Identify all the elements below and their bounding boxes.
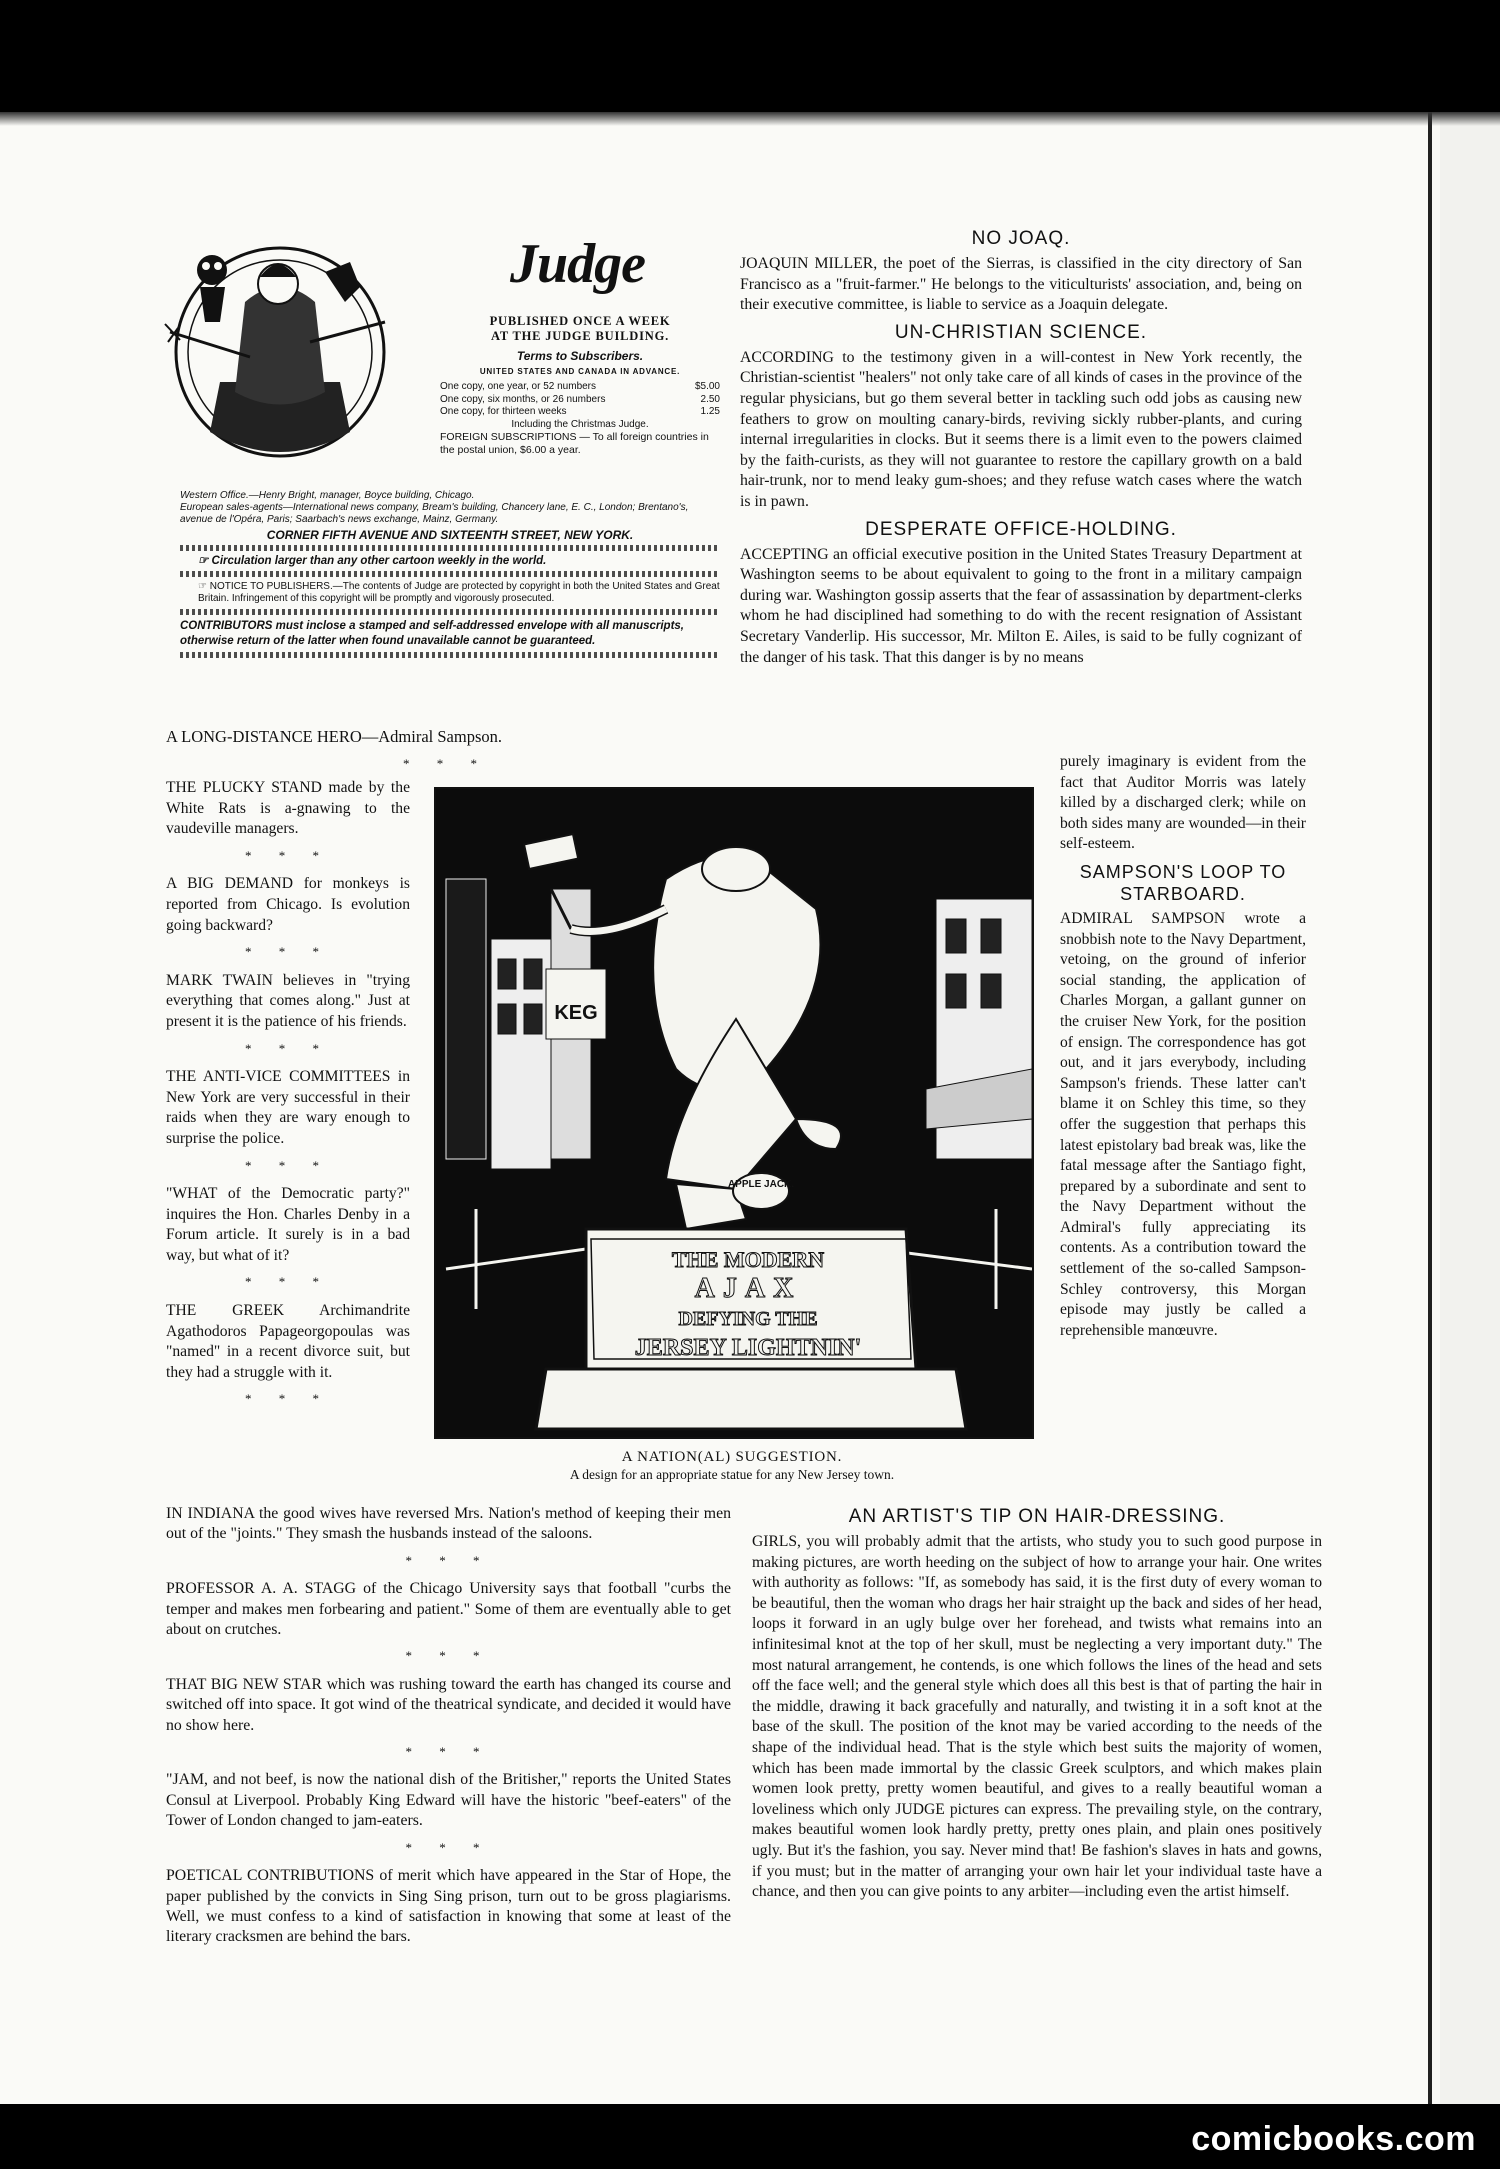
left-column: [166, 778, 410, 1418]
paragraph-stagg: PROFESSOR A. A. STAGG of the Chicago University says that football "curbs the temper and makes men forbearing and patient." Some of them are eventually able to get about on crutches.: [166, 1580, 731, 1639]
published-line: PUBLISHED ONCE A WEEK: [489, 314, 671, 328]
pedestal-line-1: THE MODERN: [671, 1247, 825, 1272]
paragraph-jam: "JAM, and not beef, is now the national dish of the Britisher," reports the United States Consul at Liverpool. Probably King Edward will have the historic "beef-eaters" of the Tower of London changed to jam-eaters.: [166, 1771, 731, 1830]
pointing-hand-icon: ☞: [198, 581, 210, 592]
stars-divider: * * *: [403, 755, 489, 771]
rate-row: One copy, for thirteen weeks 1.25: [440, 406, 720, 417]
western-office: Western Office.—Henry Bright, manager, Boyce building, Chicago.: [180, 490, 475, 501]
article-body-continued: purely imaginary is evident from the fact that Auditor Morris was lately killed by a discharged clerk; while on both sides many are wounded—in their self-esteem.: [1060, 753, 1306, 853]
paragraph-indiana: IN INDIANA the good wives have reversed Mrs. Nation's method of keeping their men out of the "joints." They smash the husbands instead of the saloons.: [166, 1505, 731, 1543]
european-agents: European sales-agents—International news company, Bream's building, Chancery lane, E. C., London; Brentano's, avenue de l'Opéra, Paris; Saarbach's news exchange, Mainz, Germany.: [180, 502, 689, 525]
judge-illustration: [150, 232, 410, 462]
hero-line-block: [166, 727, 726, 783]
stars-divider: * * *: [245, 1274, 331, 1290]
pointing-hand-icon: ☞: [198, 555, 212, 567]
masthead: [150, 232, 720, 712]
paragraph-white-rats: THE PLUCKY STAND made by the White Rats is a-gnawing to the vaudeville managers.: [166, 779, 410, 838]
paragraph-mark-twain: MARK TWAIN believes in "trying everything that comes along." Just at present it is the patience of his friends.: [166, 971, 410, 1030]
pedestal-line-2: AJAX: [694, 1273, 802, 1304]
paragraph-anti-vice: THE ANTI-VICE COMMITTEES in New York are very successful in their raids when they are wary enough to surprise the police.: [166, 1068, 410, 1147]
pedestal-line-3: DEFYING THE: [678, 1308, 818, 1330]
street-buildings-right: [926, 899, 1032, 1159]
masthead-notices: [180, 490, 720, 662]
terms-heading: Terms to Subscribers.: [516, 349, 644, 363]
stars-divider: * * *: [405, 1839, 492, 1855]
cartoon-caption: A NATION(AL) SUGGESTION.: [621, 1449, 843, 1465]
subscription-box: [440, 314, 720, 456]
article-title: NO JOAQ.: [971, 228, 1071, 249]
rate-row: One copy, six months, or 26 numbers 2.50: [440, 393, 720, 405]
judge-logo: Judge: [510, 233, 645, 295]
paragraph-democratic-party: "WHAT of the Democratic party?" inquires the Hon. Charles Denby in a Forum article. It surely is in a bad way, but what of it?: [166, 1185, 410, 1264]
paragraph-monkeys: A BIG DEMAND for monkeys is reported from Chicago. Is evolution going backward?: [166, 875, 410, 934]
page-edge: [1440, 112, 1500, 2104]
jug-label: APPLE JACK.: [727, 1179, 795, 1190]
stars-divider: * * *: [245, 847, 331, 863]
article-body: ADMIRAL SAMPSON wrote a snobbish note to the Navy Department, vetoing, on the ground of inferior social standing, the application of Charles Morgan, a gallant gunner on the cruiser New York, for the position of ensign. The correspondence has got out, and it jars everybody, including Sampson's friends. These latter can't blame it on Schley this time, so they offer the suggestion that perhaps this latest epistolary bad break was, like the fatal message after the Santiago fight, prepared by a subordinate and sent to the Navy Department without the Admiral's fully appreciating its contents. As a contribution toward the settlement of the so-called Sampson-Schley controversy, this Morgan episode may justly be called a reprehensible manœuvre.: [1060, 909, 1306, 1339]
page-gutter-line: [1428, 112, 1432, 2104]
building-line: AT THE JUDGE BUILDING.: [490, 329, 670, 343]
stars-divider: * * *: [405, 1648, 492, 1664]
article-body: ACCEPTING an official executive position in the United States Treasury Department at Washington seems to be about equivalent to going to the front in a military campaign during war. Washington gossip asserts that the fear of assassination by department-clerks whom he had disciplined had something to do with the recent resignation of Assistant Secretary Vanderlip. His successor, Mr. Milton E. Ailes, is said to be fully cognizant of the danger of his task. That this danger is by no means: [740, 545, 1302, 666]
contributors-notice: CONTRIBUTORS must inclose a stamped and self-addressed envelope with all manuscripts, otherwise return of the latter when found unavailable cannot be guaranteed.: [180, 620, 684, 647]
paragraph-new-star: THAT BIG NEW STAR which was rushing toward the earth has changed its course and switched off into space. It got wind of the theatrical syndicate, and decided it would have no show here.: [166, 1675, 731, 1734]
publishers-notice: ☞ NOTICE TO PUBLISHERS.—The contents of Judge are protected by copyright in both the United States and Great Britain. Infringement of this copyright will be promptly and vigorously prosecuted.: [198, 581, 720, 604]
article-title: DESPERATE OFFICE-HOLDING.: [865, 518, 1177, 540]
stars-divider: * * *: [405, 1552, 492, 1568]
cartoon-illustration: [434, 787, 1034, 1439]
pedestal-line-4: JERSEY LIGHTNIN': [634, 1335, 862, 1361]
divider: [180, 609, 720, 615]
right-lower-column: [752, 1502, 1322, 1909]
christmas-line: Including the Christmas Judge.: [511, 418, 649, 430]
article-body: ACCORDING to the testimony given in a will-contest in New York recently, the Christian-scientist "healers" not only take care of all kinds of cases in the province of the regular physicians, but go them several better in tackling such odd jobs as causing new feathers to grow on moulting canary-birds, reviving sickly rubber-plants, and curing internal irregularities in clocks. But it seems there is a limit even to the powers claimed by the faith-curists, as they will not guarantee to restore the capillary growth on a bald hair-trunk, nor to mend leaky gum-shoes; and they refuse watch cases where the watch is in pawn.: [740, 348, 1302, 510]
foreign-subscriptions: FOREIGN SUBSCRIPTIONS — To all foreign countries in the postal union, $6.00 a year.: [440, 431, 709, 456]
circulation-line: ☞ Circulation larger than any other cartoon weekly in the world.: [198, 555, 547, 567]
divider: [180, 571, 720, 577]
cartoon-subcaption: A design for an appropriate statue for any New Jersey town.: [569, 1467, 895, 1482]
article-body: JOAQUIN MILLER, the poet of the Sierras, is classified in the city directory of San Francisco as a "fruit-farmer." He belongs to the viticulturists' association, and, being on their executive committee, is liable to service as a Joaquin delegate.: [740, 255, 1302, 314]
right-upper-column: [740, 224, 1302, 674]
right-narrow-column: [1060, 752, 1306, 1347]
article-title: AN ARTIST'S TIP ON HAIR-DRESSING.: [848, 1506, 1226, 1527]
stars-divider: * * *: [245, 1391, 331, 1407]
article-body: GIRLS, you will probably admit that the artists, who study you to such good purpose in making pictures, are worth heeding on the subject of how to arrange your hair. One writes with authority as follows: "If, as somebody has said, it is the first duty of every woman to be beautiful, then the woman who drags her hair straight up the back and sides of her head, loops it forward in an ugly bulge over her forehead, and twists what remains into an infinitesimal knot at the top of her skull, must be neglecting a very important duty." The most natural arrangement, he contends, is one which follows the lines of the head and sets off the face well; and the general style which does all this best is that of parting the hair in the middle, drawing it back gracefully and naturally, and twisting it in a soft knot at the base of the skull. The position of the knot may be varied according to the needs of the shape of the individual head. That is the style which best suits the majority of women, which has been made immortal by the classic Greek sculptors, and which makes plain women look pretty, pretty women beautiful, and gives to a really beautiful woman a loveliness which only JUDGE pictures can express. The prevailing style, on the contrary, makes beautiful women look hardly pretty, pretty ones plain, and plain ones positively ugly. But it's the fashion, you say. Never mind that! Be fashion's slaves in hats and gowns, if you must; but in the matter of arranging your own hair let your individual taste have a chance, and then you can give points to any arbiter—including even the artist himself.: [752, 1533, 1322, 1901]
rate-row: One copy, one year, or 52 numbers $5.00: [440, 381, 720, 392]
page-top-shadow: [0, 112, 1500, 126]
left-lower-column: [166, 1504, 731, 1954]
stars-divider: * * *: [245, 944, 331, 960]
address-line: CORNER FIFTH AVENUE AND SIXTEENTH STREET, NEW YORK.: [266, 528, 634, 542]
watermark: comicbooks.com: [1191, 2120, 1476, 2158]
advance-line: UNITED STATES AND CANADA IN ADVANCE.: [479, 366, 681, 376]
cartoon-caption-block: [434, 1448, 1030, 1484]
keg-sign-text: KEG: [554, 1002, 598, 1024]
stars-divider: * * *: [245, 1040, 331, 1056]
article-title: UN-CHRISTIAN SCIENCE.: [894, 321, 1148, 343]
stars-divider: * * *: [405, 1744, 492, 1760]
article-title: SAMPSON'S LOOP TO STARBOARD.: [1079, 861, 1287, 904]
paragraph-archimandrite: THE GREEK Archimandrite Agathodoros Papageorgopoulas was "named" in a recent divorce suit, but they had a struggle with it.: [166, 1302, 410, 1381]
stars-divider: * * *: [245, 1157, 331, 1173]
paragraph-poetical: POETICAL CONTRIBUTIONS of merit which have appeared in the Star of Hope, the paper published by the convicts in Sing Sing prison, turn out to be gross plagiarisms. Well, we must confess to a kind of satisfaction in knowing that some at least of the literary cracksmen are behind the bars.: [166, 1867, 731, 1946]
divider: [180, 545, 720, 551]
divider: [180, 652, 720, 658]
hero-line: A LONG-DISTANCE HERO—Admiral Sampson.: [166, 727, 502, 746]
